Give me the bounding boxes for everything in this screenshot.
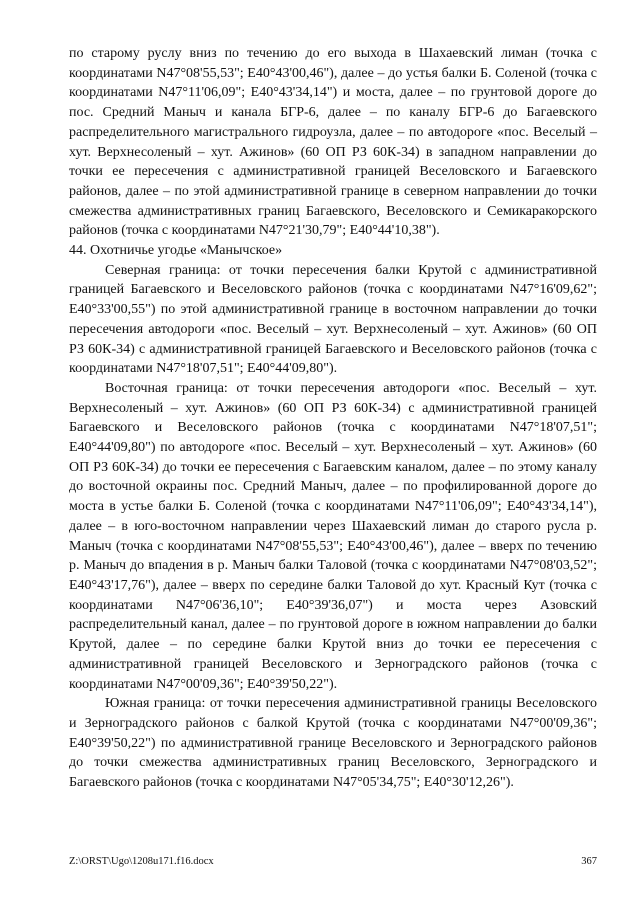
paragraph-north-border: Северная граница: от точки пересечения балки Крутой с административной границей Багаевского и Веселовского районов (точка с координатами N47°16'09,62"; E40°33'00,55") по этой административной границе в восточном направлении до точки пересечения автодороги «пос. Веселый – хут. Верхнесоленый – хут. Ажинов» (60 ОП РЗ 60К-34) с административной границей Багаевского и Веселовского районов (точка с координатами N47°18'07,51"; E40°44'09,80"). bbox=[69, 262, 597, 377]
page-content bbox=[69, 44, 597, 793]
footer-page-number: 367 bbox=[581, 856, 597, 867]
paragraph-continuation: по старому руслу вниз по течению до его выхода в Шахаевский лиман (точка с координатами N47°08'55,53"; E40°43'00,46"), далее – до устья балки Б. Соленой (точка с координатами N47°11'06,09"; E40°43'34,14") и моста, далее – по грунтовой дороге до пос. Средний Маныч и канала БГР-6, далее – по каналу БГР-6 до Багаевского распределительного магистрального гидроузла, далее – по автодороге «пос. Веселый – хут. Верхнесоленый – хут. Ажинов» (60 ОП РЗ 60К-34) в западном направлении до точки ее пересечения с административной границей Веселовского и Багаевского районов, далее – по этой административной границе в северном направлении до точки смежества административных границ Багаевского, Веселовского и Семикаракорского районов (точка с координатами N47°21'30,79"; E40°44'10,38"). bbox=[69, 46, 597, 239]
paragraph-south-border: Южная граница: от точки пересечения административной границы Веселовского и Зерноградского районов с балкой Крутой (точка с координатами N47°00'09,36"; E40°39'50,22") по административной границе Веселовского и Зерноградского районов до точки смежества административных границ Веселовского, Зерноградского и Багаевского районов (точка с координатами N47°05'34,75"; E40°30'12,26"). bbox=[69, 696, 597, 791]
footer-file-path: Z:\ORST\Ugo\1208u171.f16.docx bbox=[69, 856, 214, 867]
page-footer bbox=[69, 856, 597, 867]
paragraph-east-border: Восточная граница: от точки пересечения автодороги «пос. Веселый – хут. Верхнесоленый – хут. Ажинов» (60 ОП РЗ 60К-34) с административной границей Багаевского и Веселовского районов (точка с координатами N47°18'07,51"; E40°44'09,80") по автодороге «пос. Веселый – хут. Верхнесоленый – хут. Ажинов» (60 ОП РЗ 60К-34) до точки ее пересечения с Багаевским каналом, далее – по этому каналу до восточной окраины пос. Средний Маныч, далее – по профилированной дороге до моста в устье балки Б. Соленой (точка с координатами N47°11'06,09"; E40°43'34,14"), далее – в юго-восточном направлении через Шахаевский лиман до старого русла р. Маныч (точка с координатами N47°08'55,53"; E40°43'00,46"), далее – вверх по течению р. Маныч до впадения в р. Маныч балки Таловой (точка с координатами N47°08'03,52"; E40°43'17,76"), далее – вверх по середине балки Таловой до хут. Красный Кут (точка с координатами N47°06'36,10"; E40°39'36,07") и моста через Азовский распределительный канал, далее – по грунтовой дороге в южном направлении до балки Крутой, далее – по середине балки Крутой вниз до точки ее пересечения с административной границей Веселовского и Зерноградского районов (точка с координатами N47°00'09,36"; E40°39'50,22"). bbox=[69, 380, 597, 692]
section-heading: 44. Охотничье угодье «Манычское» bbox=[69, 243, 283, 259]
